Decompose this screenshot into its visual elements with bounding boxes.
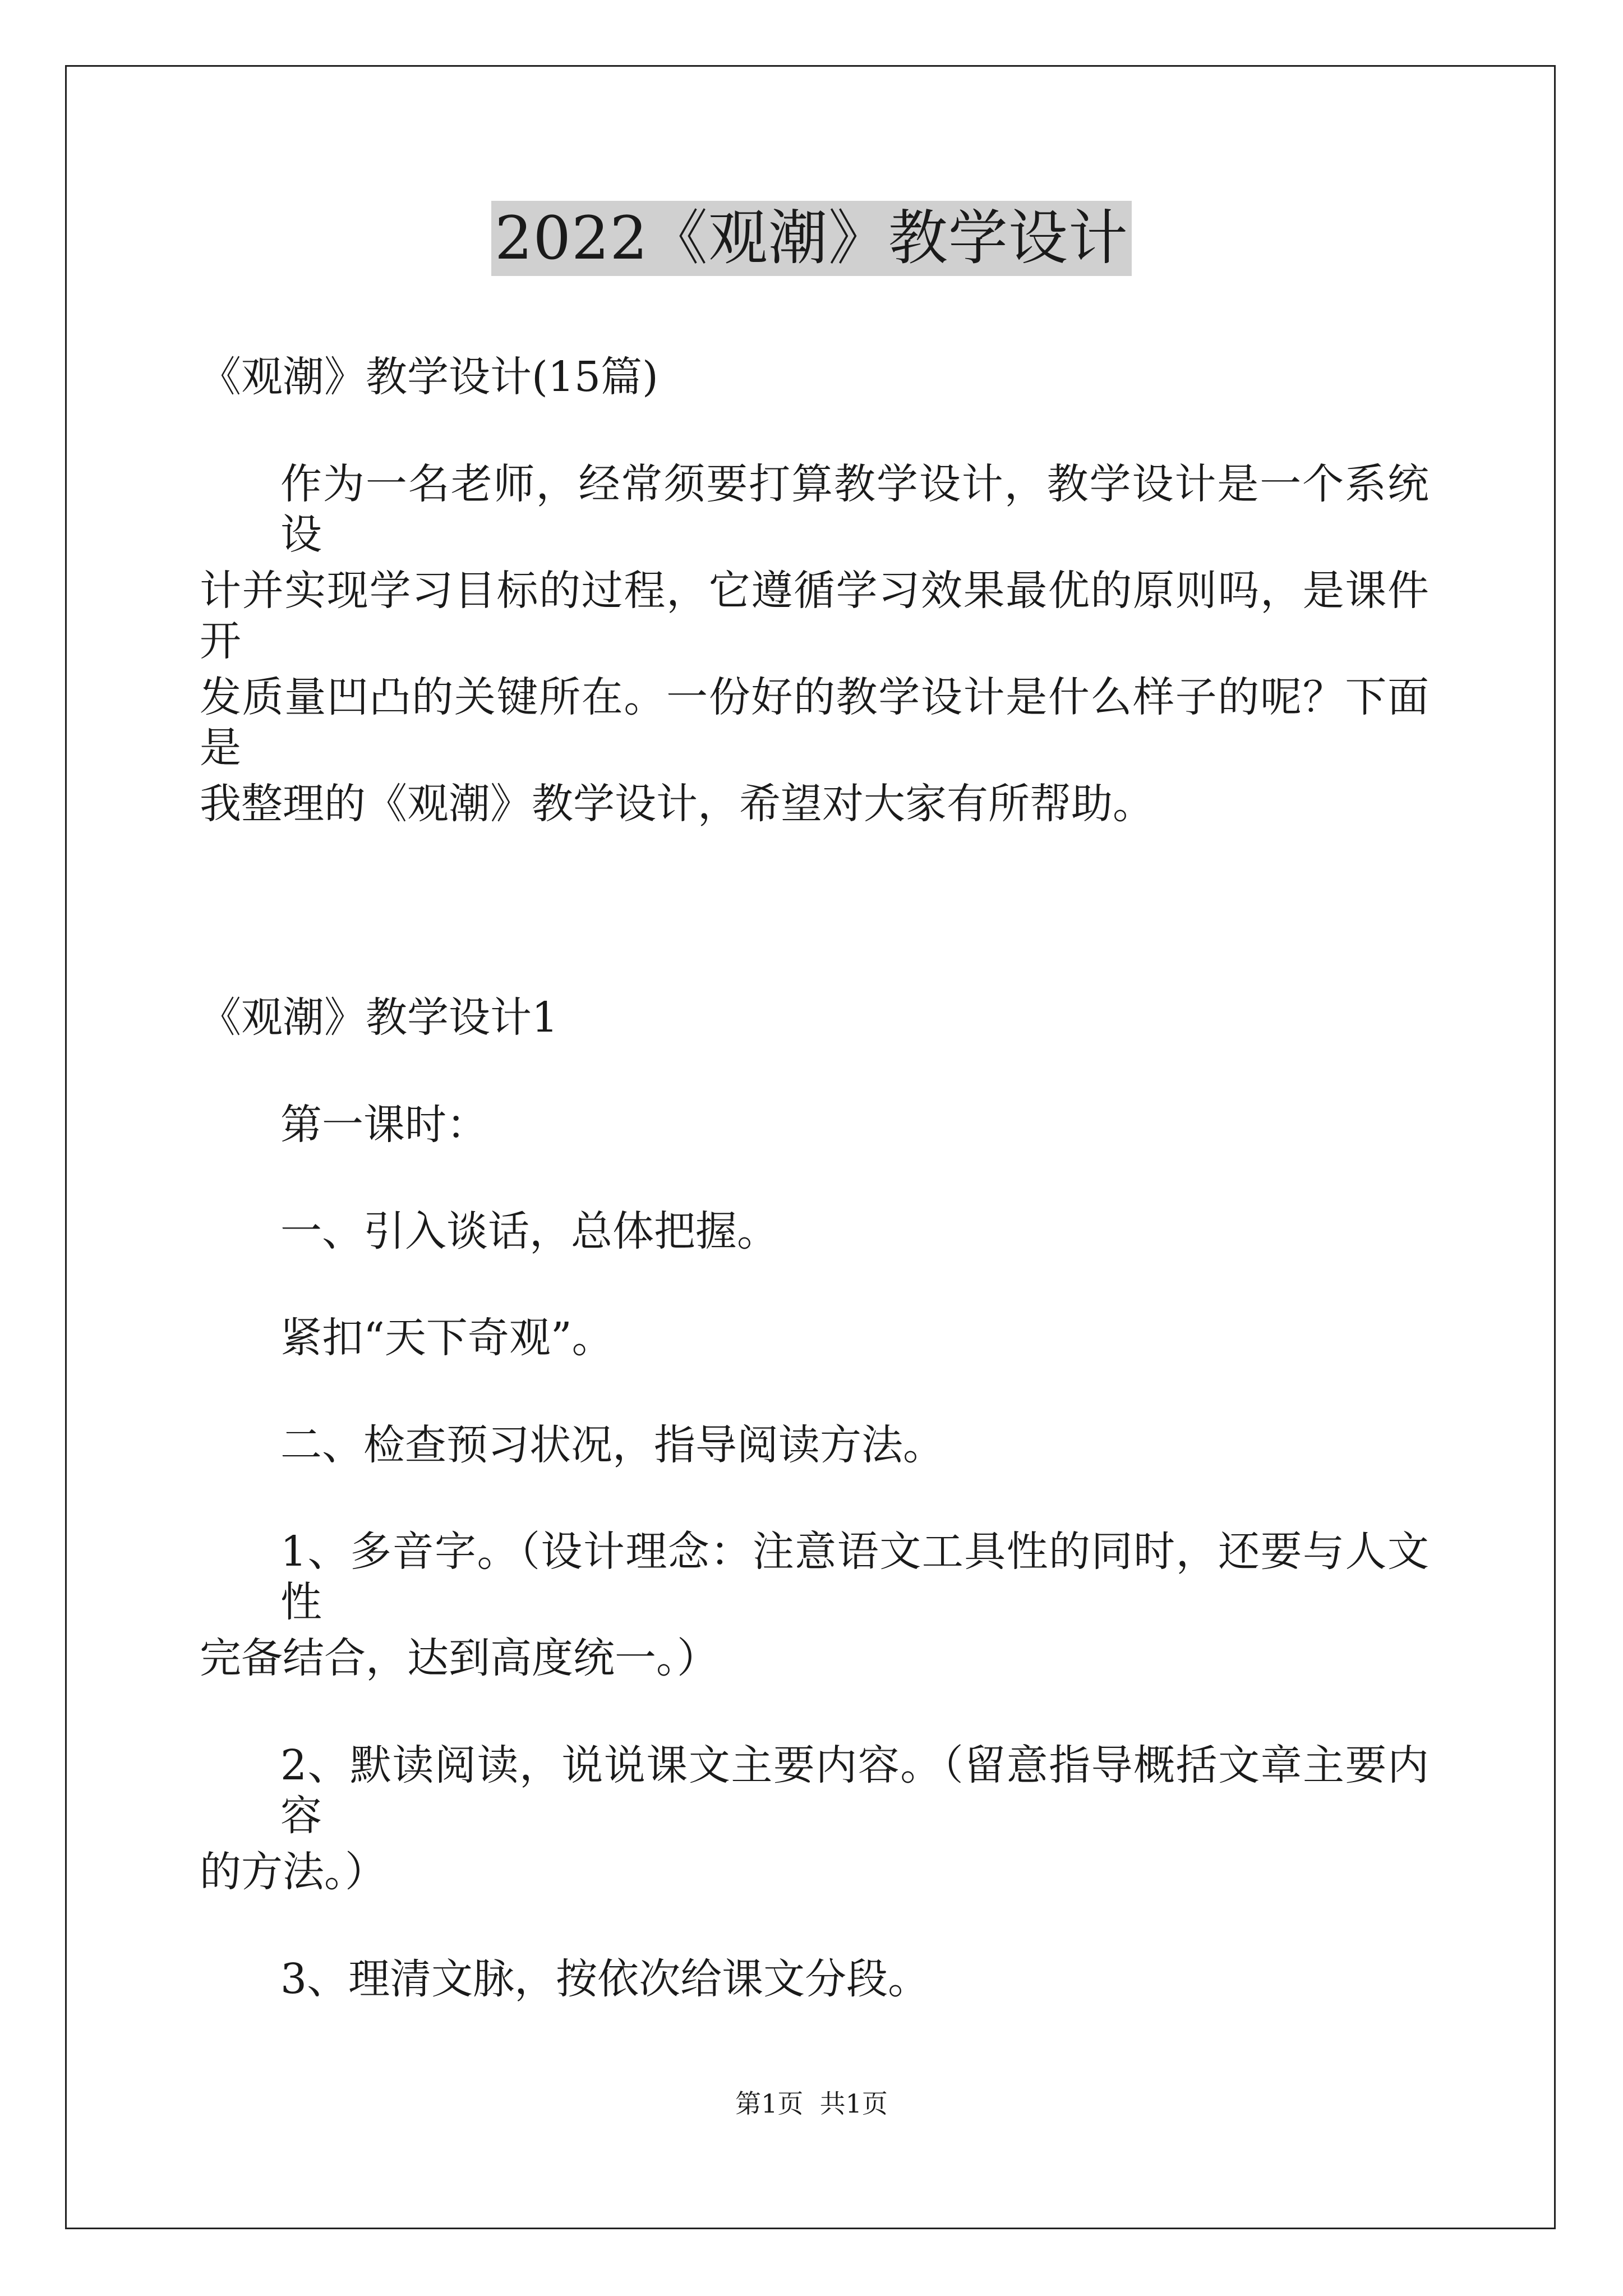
body-line-8: 的方法。） xyxy=(200,1848,386,1896)
intro-line-4: 我整理的《观潮》教学设计，希望对大家有所帮助。 xyxy=(200,780,1154,828)
body-line-4: 二、检查预习状况，指导阅读方法。 xyxy=(280,1421,944,1469)
title-container xyxy=(0,201,1623,276)
intro-line-2: 计并实现学习目标的过程，它遵循学习效果最优的原则吗，是课件开 xyxy=(200,567,1429,665)
body-line-2: 一、引入谈话，总体把握。 xyxy=(280,1207,778,1255)
body-line-1: 第一课时： xyxy=(280,1101,488,1149)
section-heading: 《观潮》教学设计1 xyxy=(200,993,559,1042)
body-line-5: 1、多音字。（设计理念：注意语文工具性的同时，还要与人文性 xyxy=(280,1527,1429,1626)
page-footer: 第1页 共1页 xyxy=(735,2088,888,2119)
body-line-3: 紧扣“天下奇观”。 xyxy=(280,1314,614,1362)
body-line-9: 3、理清文脉，按依次给课文分段。 xyxy=(280,1955,930,2003)
body-line-6: 完备结合，达到高度统一。） xyxy=(200,1634,718,1682)
intro-line-3: 发质量凹凸的关键所在。一份好的教学设计是什么样子的呢？下面是 xyxy=(200,673,1429,772)
body-line-7: 2、默读阅读，说说课文主要内容。（留意指导概括文章主要内容 xyxy=(280,1741,1429,1840)
document-title: 2022《观潮》教学设计 xyxy=(491,201,1132,276)
document-subtitle: 《观潮》教学设计(15篇) xyxy=(200,353,658,401)
intro-line-1: 作为一名老师，经常须要打算教学设计，教学设计是一个系统设 xyxy=(280,460,1429,559)
